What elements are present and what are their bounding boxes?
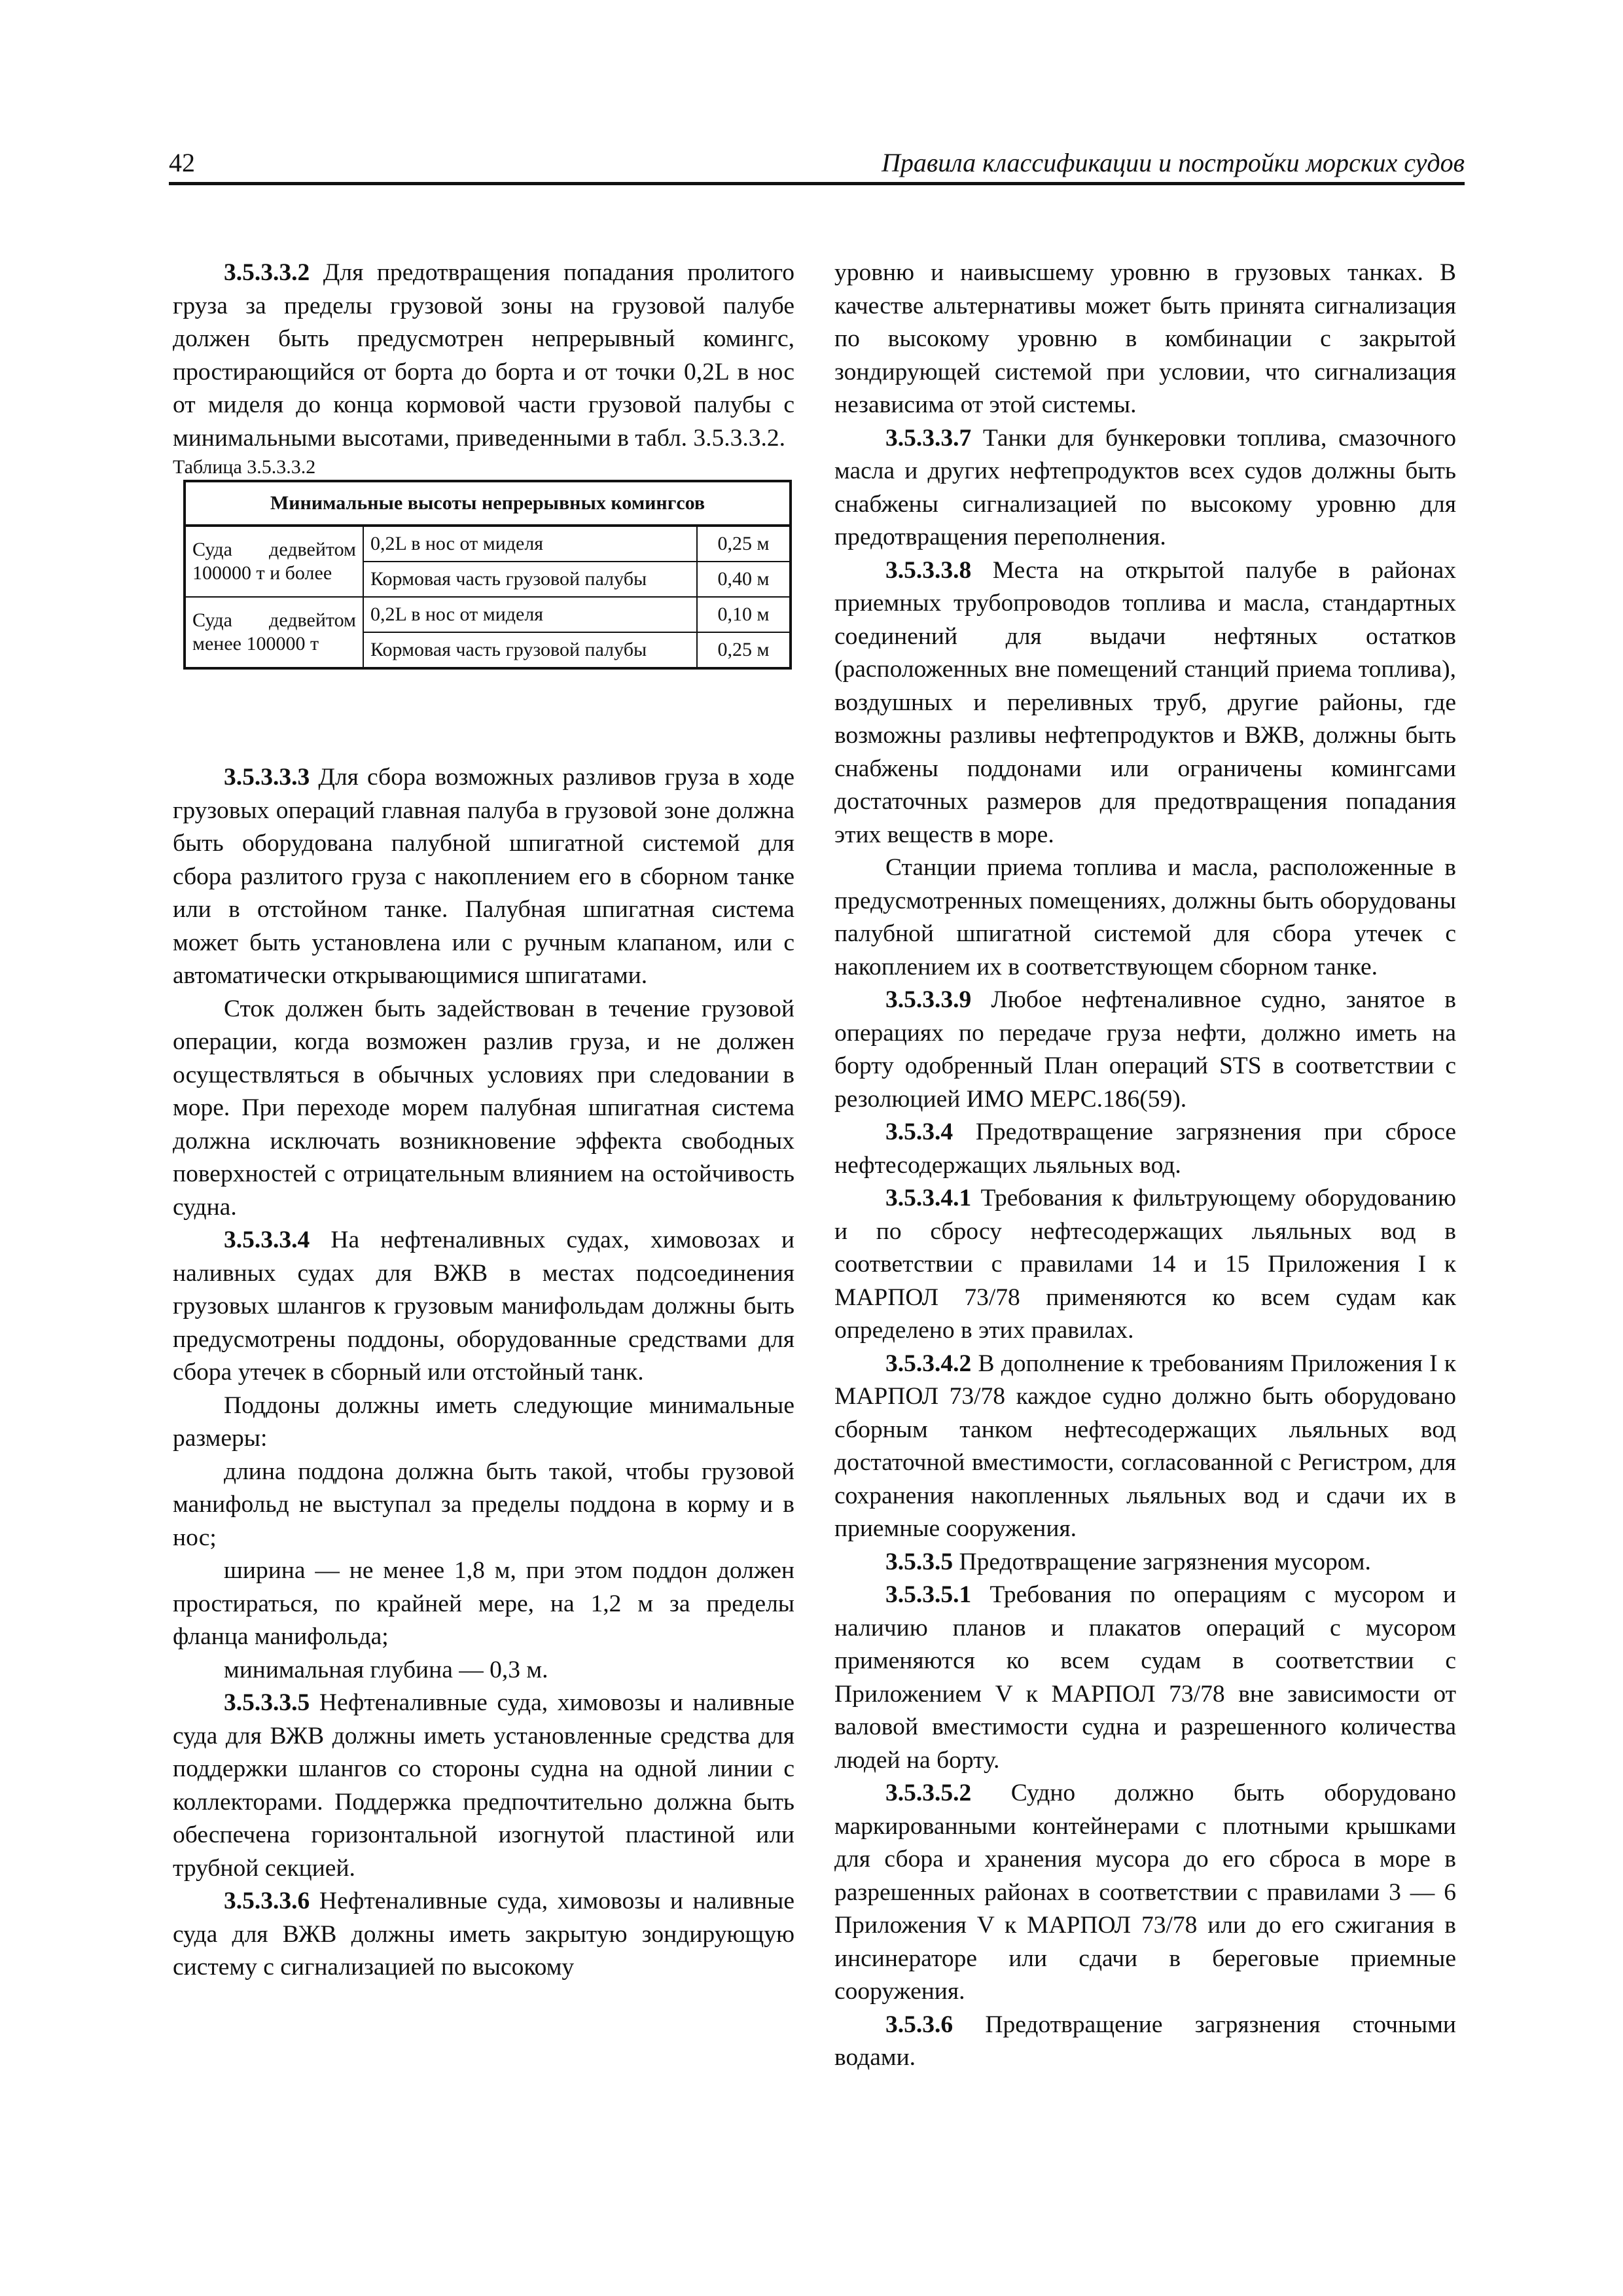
table-cell-value: 0,25 м	[697, 632, 791, 668]
paragraph: 3.5.3.5.1 Требования по операциям с мусором и наличию планов и плакатов операций с мусором применяются ко всем судам в соответствии с Приложением V к МАРПОЛ 73/78 вне зависимости от валовой вместимости судна и разрешенного количества людей на борту.	[834, 1581, 1456, 1774]
paragraph: Сток должен быть задействован в течение грузовой операции, когда возможен разлив груза, и не должен осуществляться в обычных условиях при следовании в море. При переходе морем палубная шпигатная система должна исключать возникновение эффекта свободных поверхностей с отрицательным влиянием на остойчивость судна.	[173, 995, 794, 1221]
paragraph: минимальная глубина — 0,3 м.	[224, 1656, 548, 1683]
section-number: 3.5.3.5.2	[885, 1780, 972, 1806]
paragraph: 3.5.3.3.4 На нефтеналивных судах, химовозах и наливных судах для ВЖВ в местах подсоединения грузовых шлангов к грузовым манифольдам должны быть предусмотрены поддоны, оборудованные средствами для сбора утечек в сборный или отстойный танк.	[173, 1227, 794, 1386]
paragraph: 3.5.3.6 Предотвращение загрязнения сточными водами.	[834, 2011, 1456, 2071]
page-number: 42	[169, 148, 195, 177]
section-number: 3.5.3.4.2	[885, 1350, 972, 1377]
paragraph: 3.5.3.4 Предотвращение загрязнения при сбросе нефтесодержащих льяльных вод.	[834, 1119, 1456, 1179]
section-number: 3.5.3.3.5	[224, 1689, 310, 1716]
coaming-heights-table	[183, 480, 792, 670]
table-cell-group: Суда дедвейтом 100000 т и более	[185, 526, 363, 597]
section-number: 3.5.3.6	[885, 2011, 954, 2038]
table-cell-value: 0,10 м	[697, 597, 791, 632]
table-cell-value: 0,25 м	[697, 526, 791, 562]
section-number: 3.5.3.3.3	[224, 764, 310, 791]
table-caption: Таблица 3.5.3.3.2	[173, 456, 316, 478]
table-heading: Минимальные высоты непрерывных комингсов	[185, 481, 791, 526]
paragraph: 3.5.3.4.2 В дополнение к требованиям Приложения I к МАРПОЛ 73/78 каждое судно должно быть оборудовано сборным танком нефтесодержащих льяльных вод достаточной вместимости, согласованной с Регистром, для сохранения накопленных льяльных вод и сдачи их в приемные сооружения.	[834, 1350, 1456, 1542]
left-column	[173, 257, 794, 1984]
section-number: 3.5.3.3.8	[885, 556, 972, 584]
right-column	[834, 257, 1456, 2075]
table-row	[185, 526, 791, 562]
section-number: 3.5.3.3.6	[224, 1888, 310, 1914]
table-cell-location: 0,2L в нос от миделя	[363, 526, 697, 562]
paragraph: ширина — не менее 1,8 м, при этом поддон должен простираться, по крайней мере, на 1,2 м за пределы фланца манифольда;	[173, 1557, 794, 1650]
table-cell-location: Кормовая часть грузовой палубы	[363, 632, 697, 668]
table-row	[185, 597, 791, 632]
section-number: 3.5.3.3.2	[224, 259, 310, 286]
paragraph: 3.5.3.3.5 Нефтеналивные суда, химовозы и наливные суда для ВЖВ должны иметь установленные средства для поддержки шлангов со стороны судна на одной линии с коллекторами. Поддержка предпочтительно должна быть обеспечена горизонтальной изогнутой пластиной или трубной секцией.	[173, 1689, 794, 1882]
section-number: 3.5.3.5.1	[885, 1581, 972, 1608]
paragraph: 3.5.3.3.8 Места на открытой палубе в районах приемных трубопроводов топлива и масла, стандартных соединений для выдачи нефтяных остатков (расположенных вне помещений станций приема топлива), воздушных и переливных труб, другие районы, где возможны разливы нефтепродуктов и ВЖВ, должны быть снабжены поддонами или ограничены комингсами достаточных размеров для предотвращения попадания этих веществ в море.	[834, 556, 1456, 848]
section-number: 3.5.3.5	[885, 1548, 954, 1575]
paragraph: 3.5.3.4.1 Требования к фильтрующему оборудованию и по сбросу нефтесодержащих льяльных вод в соответствии с правилами 14 и 15 Приложения I к МАРПОЛ 73/78 применяются ко всем судам как определено в этих правилах.	[834, 1185, 1456, 1344]
section-number: 3.5.3.3.7	[885, 424, 972, 452]
section-number: 3.5.3.3.4	[224, 1227, 310, 1253]
paragraph: 3.5.3.3.9 Любое нефтеналивное судно, занятое в операциях по передаче груза нефти, должно иметь на борту одобренный План операций STS в соответствии с резолюцией ИМО MEPC.186(59).	[834, 986, 1456, 1113]
paragraph: 3.5.3.5 Предотвращение загрязнения мусором.	[885, 1548, 1371, 1575]
paragraph: Поддоны должны иметь следующие минимальные размеры:	[173, 1391, 794, 1452]
paragraph: 3.5.3.3.7 Танки для бункеровки топлива, смазочного масла и других нефтепродуктов всех судов должны быть снабжены сигнализацией по высокому уровню для предотвращения переполнения.	[834, 424, 1456, 550]
section-number: 3.5.3.4	[885, 1119, 954, 1145]
table-cell-location: 0,2L в нос от миделя	[363, 597, 697, 632]
paragraph: 3.5.3.3.6 Нефтеналивные суда, химовозы и наливные суда для ВЖВ должны иметь закрытую зондирующую систему с сигнализацией по высокому	[173, 1888, 794, 1981]
section-number: 3.5.3.4.1	[885, 1185, 972, 1211]
paragraph: 3.5.3.3.3 Для сбора возможных разливов груза в ходе грузовых операций главная палуба в грузовой зоне должна быть оборудована палубной шпигатной системой для сбора разлитого груза с накоплением его в сборном танке или в отстойном танке. Палубная шпигатная система может быть установлена или с ручным клапаном, или с автоматически открывающимися шпигатами.	[173, 764, 794, 989]
table-cell-value: 0,40 м	[697, 562, 791, 597]
paragraph: длина поддона должна быть такой, чтобы грузовой манифольд не выступал за пределы поддона в корму и в нос;	[173, 1458, 794, 1551]
paragraph: 3.5.3.3.2 Для предотвращения попадания пролитого груза за пределы грузовой зоны на грузовой палубе должен быть предусмотрен непрерывный комингс, простирающийся от борта до борта и от точки 0,2L в нос от миделя до конца кормовой части грузовой палубы с минимальными высотами, приведенными в табл. 3.5.3.3.2.	[173, 259, 794, 452]
section-number: 3.5.3.3.9	[885, 986, 972, 1013]
running-title: Правила классификации и постройки морских судов	[881, 148, 1465, 177]
page-header	[169, 143, 1465, 185]
table-cell-group: Суда дедвейтом менее 100000 т	[185, 597, 363, 668]
paragraph: Станции приема топлива и масла, расположенные в предусмотренных помещениях, должны быть оборудованы палубной шпигатной системой для сбора утечек с накоплением их в соответствующем сборном танке.	[834, 854, 1456, 980]
table-cell-location: Кормовая часть грузовой палубы	[363, 562, 697, 597]
paragraph: уровню и наивысшему уровню в грузовых танках. В качестве альтернативы может быть принята сигнализация по высокому уровню в комбинации с закрытой зондирующей системой при условии, что сигнализация независима от этой системы.	[834, 259, 1456, 418]
paragraph: 3.5.3.5.2 Судно должно быть оборудовано маркированными контейнерами с плотными крышками для сбора и хранения мусора до его сброса в море в разрешенных районах в соответствии с правилами 3 — 6 Приложения V к МАРПОЛ 73/78 или до его сжигания в инсинераторе или сдачи в береговые приемные сооружения.	[834, 1780, 1456, 2005]
